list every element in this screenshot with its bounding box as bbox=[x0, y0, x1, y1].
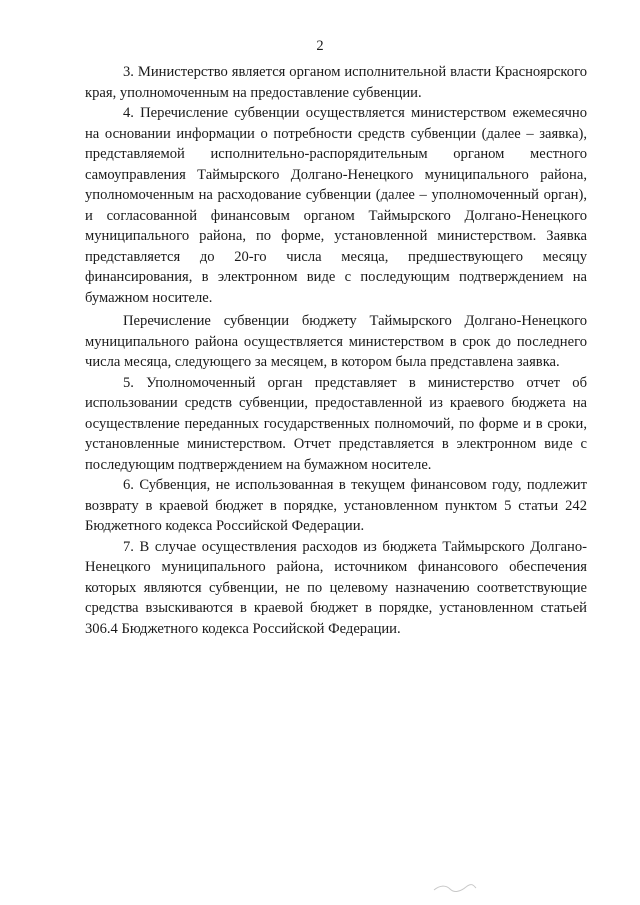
paragraph-item-5: 5. Уполномоченный орган представляет в министерство отчет об использовании средств субвенции, предоставленной из краевого бюджета на осуществление переданных государственных полномочий, по форме и в сроки, установленные министерством. Отчет представляется в электронном виде с последующим подтверждением на бумажном носителе. bbox=[85, 374, 587, 473]
paragraph-item-6: 6. Субвенция, не использованная в текущем финансовом году, подлежит возврату в краевой бюджет в порядке, установленном пунктом 5 статьи 242 Бюджетного кодекса Российской Федерации. bbox=[85, 477, 587, 534]
paragraph-item-3: 3. Министерство является органом исполнительной власти Красноярского края, уполномоченным на предоставление субвенции. bbox=[85, 64, 587, 101]
scan-mark-icon bbox=[432, 882, 478, 894]
paragraph-item-7: 7. В случае осуществления расходов из бюджета Таймырского Долгано-Ненецкого муниципального района, источником финансового обеспечения которых являются субвенции, не по целевому назначению соответствующие средства взыскиваются в краевой бюджет в порядке, установленном статьей 306.4 Бюджетного кодекса Российской Федерации. bbox=[85, 538, 587, 637]
paragraph-transfer-terms: Перечисление субвенции бюджету Таймырского Долгано-Ненецкого муниципального района осуществляется министерством в срок до последнего числа месяца, следующего за месяцем, в котором была представлена заявка. bbox=[85, 313, 587, 370]
document-body bbox=[85, 62, 587, 639]
page-number: 2 bbox=[316, 38, 324, 54]
paragraph-item-4: 4. Перечисление субвенции осуществляется министерством ежемесячно на основании информации о потребности средств субвенции (далее – заявка), представляемой исполнительно-распорядительным органом местного самоуправления Таймырского Долгано-Ненецкого муниципального района, уполномоченным на расходование субвенции (далее – уполномоченный орган), и согласованной финансовым органом Таймырского Долгано-Ненецкого муниципального района, по форме, установленной министерством. Заявка представляется до 20-го числа месяца, предшествующего месяцу финансирования, в электронном виде с последующим подтверждением на бумажном носителе. bbox=[85, 105, 587, 306]
